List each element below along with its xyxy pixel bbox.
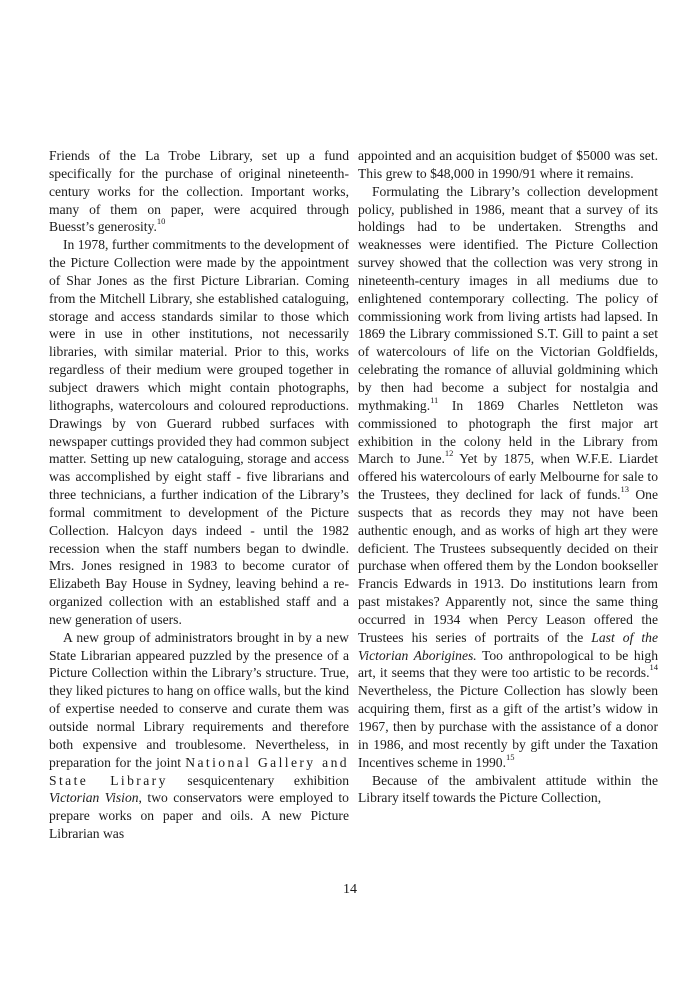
- footnote-ref: 10: [156, 216, 166, 227]
- footnote-ref: 14: [649, 662, 658, 673]
- footnote-ref: 12: [444, 448, 454, 459]
- text-run: , two conservators were employed to prepare works on paper and oils. A new Picture Librarian was: [49, 790, 349, 842]
- text-run: In 1978, further commitments to the development of the Picture Collection were made by the appointment of Shar Jones as the first Picture Librarian. Coming from the Mitchell Library, she established cataloguing, storage and access standards similar to those which were in use in other institutions, not necessarily libraries, with similar material. Prior to this, works regardless of their medium were grouped together in subject drawers which might contain photographs, lithographs, watercolours and coloured reproductions. Drawings by von Guerard rubbed surfaces with newspaper cuttings provided they had common subject matter. Setting up new cataloguing, storage and access was accomplished by eight staff - five librarians and three technicians, a further indication of the Library’s formal commitment to development of the Picture Collection. Halcyon days indeed - until the 1982 recession when the staff numbers began to dwindle. Mrs. Jones resigned in 1983 to become curator of Elizabeth Bay House in Sydney, leaving behind a re-organized collection with an established staff and a new generation of users.: [49, 237, 349, 627]
- text-run: Friends of the La Trobe Library, set up a fund specifically for the purchase of original nineteenth-century works for the collection. Important works, many of them on paper, were acquired through Buesst’s generosity.: [49, 148, 349, 235]
- footnote-ref: 13: [620, 484, 630, 495]
- text-run: National Gallery and State Library: [49, 754, 349, 788]
- right-column: [358, 147, 658, 807]
- paragraph: [358, 147, 658, 183]
- text-run: sesquicentenary exhibition: [187, 772, 349, 788]
- page-number: 14: [343, 882, 357, 897]
- text-run: One suspects that as records they may not have been authentic enough, and as works of high art they were deficient. The Trustees subsequently decided on their purchase when offered them by the London bookseller Francis Edwards in 1913. Do institutions learn from past mistakes? Apparently not, since the same thing occurred in 1934 when Percy Leason offered the Trustees his series of portraits of the: [358, 487, 658, 645]
- left-column: [49, 147, 349, 843]
- text-run: Nevertheless, the Picture Collection has slowly been acquiring them, first as a gift of the artist’s widow in 1967, then by purchase with the assistance of a donor in 1986, and most recently by gift under the Taxation Incentives scheme in 1990.: [358, 683, 658, 770]
- paragraph: [49, 629, 349, 843]
- text-run: In 1869 Charles Nettleton was commissioned to photograph the first major art exhibition in the colony held in the Library from March to June.: [358, 397, 658, 467]
- text-run: Too anthropological to be high art, it seems that they were too artistic to be records.: [358, 647, 658, 681]
- text-run: appointed and an acquisition budget of $5000 was set. This grew to $48,000 in 1990/91 where it remains.: [358, 148, 658, 181]
- text-run: Because of the ambivalent attitude within the Library itself towards the Picture Collection,: [358, 772, 658, 806]
- paragraph: [49, 147, 349, 236]
- text-run: Formulating the Library’s collection development policy, published in 1986, meant that a survey of its holdings had to be undertaken. Strengths and weaknesses were identified. The Picture Collection survey showed that the collection was very strong in nineteenth-century images in all mediums due to enlightened contemporary collecting. The policy of commissioning work from living artists had lapsed. In 1869 the Library commissioned S.T. Gill to paint a set of watercolours of life on the Victorian Goldfields, celebrating the romance of alluvial goldmining which by then had become a subject for nostalgia and mythmaking.: [358, 183, 658, 413]
- footnote-ref: 11: [430, 394, 439, 405]
- paragraph: [358, 772, 658, 808]
- text-run: Yet by 1875, when W.F.E. Liardet offered his watercolours of early Melbourne for sale to the Trustees, they declined for lack of funds.: [358, 451, 658, 503]
- paragraph: [49, 236, 349, 629]
- paragraph: [358, 183, 658, 772]
- footnote-ref: 15: [505, 751, 515, 762]
- italic-title: Victorian Vision: [49, 790, 139, 806]
- italic-title: Last of the Victorian Aborigines.: [358, 629, 658, 663]
- text-run: A new group of administrators brought in by a new State Librarian appeared puzzled by the presence of a Picture Collection within the Library’s structure. True, they liked pictures to hang on office walls, but the kind of expertise needed to conserve and curate them was outside normal Library requirements and therefore both expensive and troublesome. Nevertheless, in preparation for the joint: [49, 629, 349, 770]
